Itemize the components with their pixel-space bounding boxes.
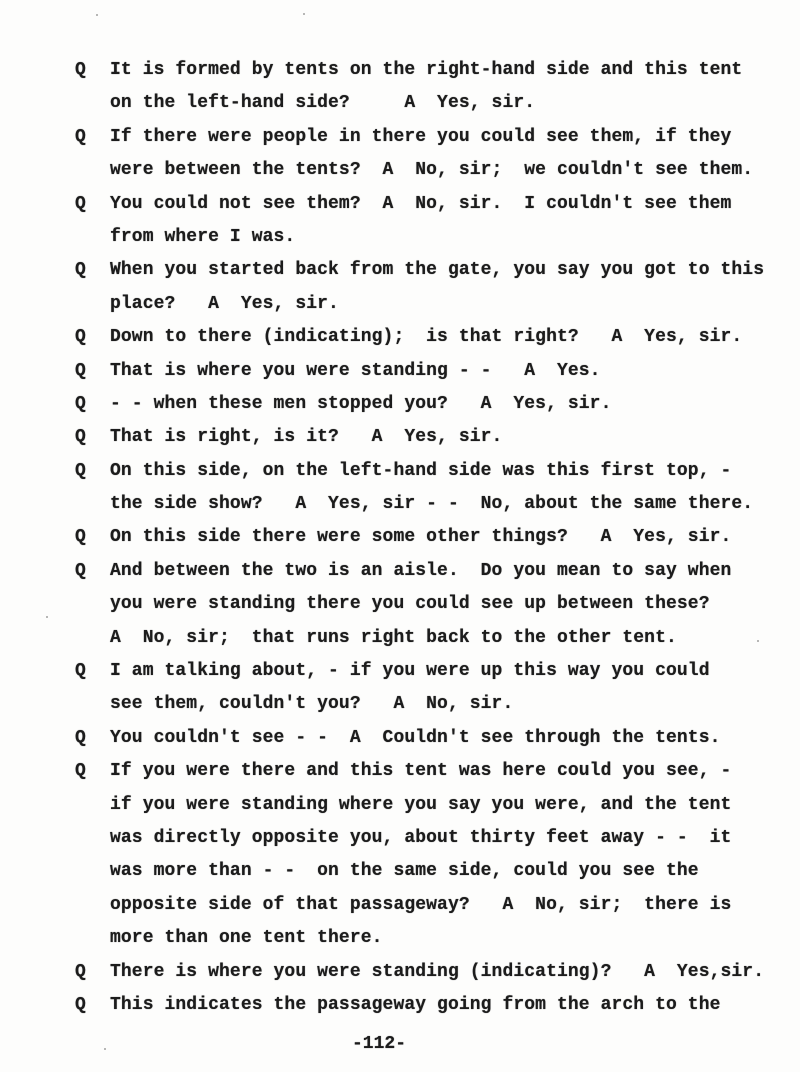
scan-speck	[104, 1048, 106, 1050]
transcript-line	[0, 361, 800, 394]
transcript-line	[0, 694, 800, 727]
transcript-line-text: If there were people in there you could see them, if they	[110, 126, 732, 147]
transcript-line	[0, 494, 800, 527]
question-marker: Q	[75, 427, 86, 448]
transcript-line	[0, 194, 800, 227]
transcript-line	[0, 594, 800, 627]
question-marker: Q	[75, 727, 86, 748]
transcript-line	[0, 127, 800, 160]
question-marker: Q	[75, 460, 86, 481]
transcript-line-text: That is where you were standing - - A Yes.	[110, 360, 601, 381]
transcript-line-text: On this side, on the left-hand side was this first top, -	[110, 460, 732, 481]
transcript-line-text: was more than - - on the same side, could you see the	[110, 861, 699, 882]
question-marker: Q	[75, 661, 86, 682]
transcript-line-text: Down to there (indicating); is that right? A Yes, sir.	[110, 327, 743, 348]
transcript-line-text: on the left-hand side? A Yes, sir.	[110, 93, 536, 114]
question-marker: Q	[75, 260, 86, 281]
transcript-line-text: It is formed by tents on the right-hand side and this tent	[110, 60, 743, 80]
transcript-line	[0, 294, 800, 327]
transcript-line-text: the side show? A Yes, sir - - No, about the same there.	[110, 494, 754, 515]
transcript-line	[0, 628, 800, 661]
question-marker: Q	[75, 393, 86, 414]
transcript-line	[0, 795, 800, 828]
transcript-line	[0, 394, 800, 427]
transcript-line-text: And between the two is an aisle. Do you mean to say when	[110, 560, 732, 581]
question-marker: Q	[75, 193, 86, 214]
transcript-line	[0, 728, 800, 761]
transcript-line	[0, 861, 800, 894]
question-marker: Q	[75, 60, 86, 80]
question-marker: Q	[75, 560, 86, 581]
transcript-line-text: If you were there and this tent was here could you see, -	[110, 761, 732, 782]
transcript-line-text: On this side there were some other things? A Yes, sir.	[110, 527, 732, 548]
transcript-line	[0, 160, 800, 193]
transcript-line	[0, 527, 800, 560]
question-marker: Q	[75, 527, 86, 548]
question-marker: Q	[75, 761, 86, 782]
transcript-line	[0, 60, 800, 93]
transcript-line-text: I am talking about, - if you were up this way you could	[110, 661, 710, 682]
transcript-line-text: from where I was.	[110, 226, 296, 247]
transcript-line	[0, 227, 800, 260]
transcript-line-text: see them, couldn't you? A No, sir.	[110, 694, 514, 715]
transcript-line-text: were between the tents? A No, sir; we couldn't see them.	[110, 160, 754, 181]
transcript-line	[0, 427, 800, 460]
transcript-line	[0, 327, 800, 360]
transcript-line-text: You could not see them? A No, sir. I couldn't see them	[110, 193, 732, 214]
transcript-line	[0, 461, 800, 494]
transcript-line-text: opposite side of that passageway? A No, sir; there is	[110, 894, 732, 915]
transcript-body	[0, 60, 800, 1028]
transcript-line	[0, 761, 800, 794]
scan-speck	[303, 13, 305, 15]
transcript-line-text: That is right, is it? A Yes, sir.	[110, 427, 503, 448]
transcript-line-text: more than one tent there.	[110, 928, 383, 949]
transcript-line	[0, 661, 800, 694]
transcript-line-text: There is where you were standing (indicating)? A Yes,sir.	[110, 961, 765, 982]
transcript-line	[0, 995, 800, 1028]
transcript-line	[0, 828, 800, 861]
transcript-line-text: A No, sir; that runs right back to the other tent.	[110, 627, 677, 648]
scan-speck	[757, 640, 759, 642]
transcript-line-text: was directly opposite you, about thirty feet away - - it	[110, 827, 732, 848]
transcript-line	[0, 260, 800, 293]
transcript-line-text: This indicates the passageway going from the arch to the	[110, 994, 721, 1015]
transcript-line	[0, 928, 800, 961]
transcript-line	[0, 962, 800, 995]
transcript-line-text: place? A Yes, sir.	[110, 293, 339, 314]
scan-speck	[46, 616, 48, 618]
page-number: -112-	[352, 1034, 407, 1054]
transcript-line	[0, 895, 800, 928]
question-marker: Q	[75, 360, 86, 381]
question-marker: Q	[75, 327, 86, 348]
transcript-line	[0, 93, 800, 126]
transcript-line-text: When you started back from the gate, you say you got to this	[110, 260, 765, 281]
question-marker: Q	[75, 126, 86, 147]
transcript-line	[0, 561, 800, 594]
question-marker: Q	[75, 961, 86, 982]
transcript-line-text: You couldn't see - - A Couldn't see through the tents.	[110, 727, 721, 748]
question-marker: Q	[75, 994, 86, 1015]
scan-speck	[96, 14, 98, 16]
transcript-line-text: you were standing there you could see up between these?	[110, 594, 710, 615]
transcript-line-text: - - when these men stopped you? A Yes, sir.	[110, 393, 612, 414]
transcript-line-text: if you were standing where you say you were, and the tent	[110, 794, 732, 815]
